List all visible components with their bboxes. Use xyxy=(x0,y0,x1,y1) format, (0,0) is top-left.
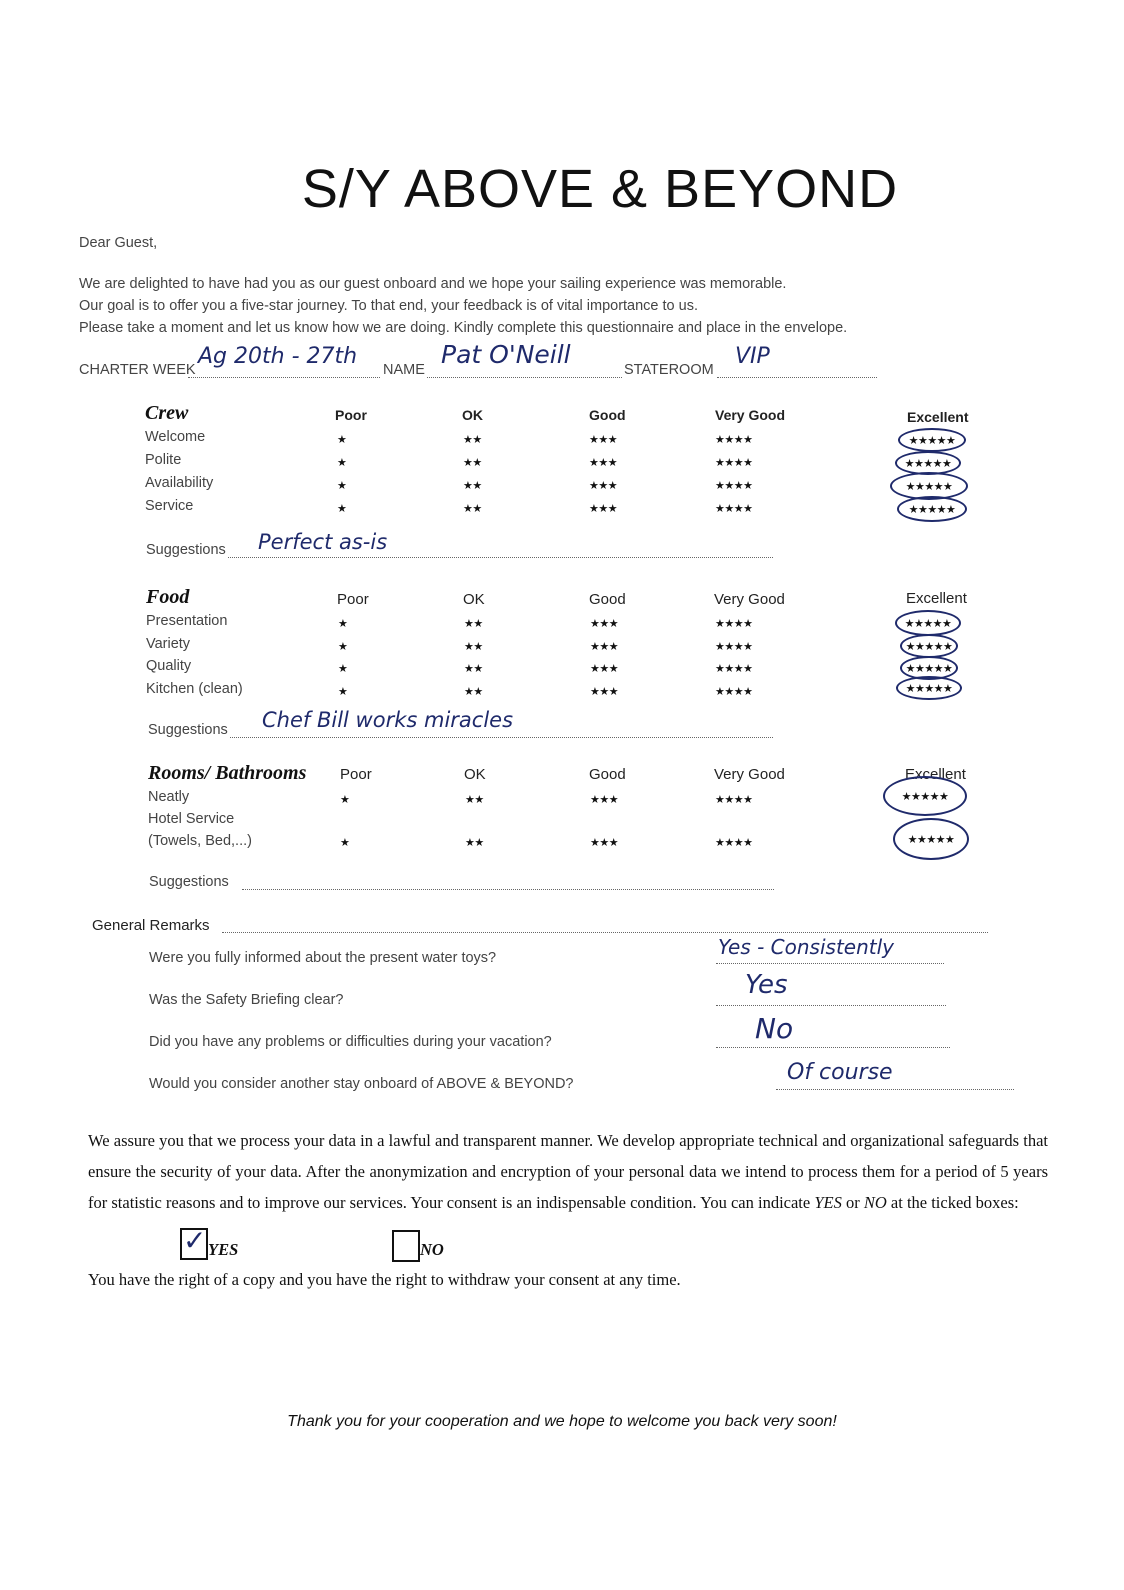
rating-excellent: ★★★★★ xyxy=(905,662,953,675)
rating-excellent-selected[interactable] xyxy=(898,428,966,452)
rating-good[interactable]: ★★★ xyxy=(590,794,619,806)
rating-excellent-selected[interactable] xyxy=(897,496,967,522)
question-safety-briefing: Was the Safety Briefing clear? xyxy=(149,992,344,1008)
col-excellent: Excellent xyxy=(906,590,967,607)
answer-water-toys[interactable]: Yes - Consistently xyxy=(718,935,895,959)
col-excellent: Excellent xyxy=(905,766,966,783)
rating-excellent-selected[interactable] xyxy=(895,610,961,636)
privacy-no-word: NO xyxy=(863,1193,887,1212)
name-label: NAME xyxy=(383,362,425,378)
suggestions-line[interactable] xyxy=(242,888,774,890)
rating-excellent: ★★★★★ xyxy=(905,480,953,493)
rating-poor[interactable]: ★ xyxy=(337,480,347,492)
col-good: Good xyxy=(589,407,626,423)
col-ok: OK xyxy=(462,407,483,423)
question-another-stay: Would you consider another stay onboard of ABOVE & BEYOND? xyxy=(149,1076,574,1092)
suggestions-line xyxy=(228,556,773,558)
rating-excellent: ★★★★★ xyxy=(908,503,956,516)
row-label-presentation: Presentation xyxy=(146,613,228,629)
rating-good[interactable]: ★★★ xyxy=(589,457,618,469)
rating-poor[interactable]: ★ xyxy=(338,663,348,675)
col-very-good: Very Good xyxy=(714,766,785,783)
rating-excellent: ★★★★★ xyxy=(905,682,953,695)
section-title-food: Food xyxy=(146,586,190,608)
suggestions-label: Suggestions xyxy=(149,874,229,890)
col-poor: Poor xyxy=(337,591,369,608)
rating-excellent-selected[interactable] xyxy=(893,818,969,860)
col-excellent: Excellent xyxy=(907,409,969,425)
charter-week-label: CHARTER WEEK xyxy=(79,362,196,378)
answer-line xyxy=(716,1004,946,1006)
rating-poor[interactable]: ★ xyxy=(337,434,347,446)
rating-poor[interactable]: ★ xyxy=(337,457,347,469)
rating-good[interactable]: ★★★ xyxy=(590,837,619,849)
consent-no-checkbox[interactable] xyxy=(392,1230,420,1262)
stateroom-value[interactable]: VIP xyxy=(735,344,770,369)
consent-no-label: NO xyxy=(420,1240,444,1259)
row-label-kitchen: Kitchen (clean) xyxy=(146,681,243,697)
form-title: S/Y ABOVE & BEYOND xyxy=(301,159,899,219)
intro-line-1: We are delighted to have had you as our guest onboard and we hope your sailing experience was memorable. xyxy=(79,276,787,292)
name-value[interactable]: Pat O'Neill xyxy=(441,340,571,369)
rating-very-good[interactable]: ★★★★ xyxy=(715,457,753,469)
charter-week-line xyxy=(188,376,380,378)
rating-ok[interactable]: ★★ xyxy=(463,480,482,492)
privacy-text: We assure you that we process your data in a lawful and transparent manner. We develop appropriate technical and organizational safeguards that ensure the security of your data. After the anonymization and encryption of your personal data we intend to process them for a period of 5 years for statistic reasons and to improve our services. Your consent is an indispensable condition. You can indicate xyxy=(88,1131,1048,1212)
rating-excellent: ★★★★★ xyxy=(908,434,956,447)
rating-very-good[interactable]: ★★★★ xyxy=(715,618,753,630)
rating-excellent: ★★★★★ xyxy=(905,640,953,653)
rating-poor[interactable]: ★ xyxy=(338,686,348,698)
question-water-toys: Were you fully informed about the present water toys? xyxy=(149,950,497,966)
rating-excellent: ★★★★★ xyxy=(904,617,952,630)
suggestions-food-value[interactable]: Chef Bill works miracles xyxy=(262,708,514,732)
rating-ok[interactable]: ★★ xyxy=(463,457,482,469)
col-very-good: Very Good xyxy=(714,591,785,608)
suggestions-crew-value[interactable]: Perfect as-is xyxy=(258,530,388,554)
col-ok: OK xyxy=(463,591,485,608)
greeting: Dear Guest, xyxy=(79,235,158,251)
rating-poor[interactable]: ★ xyxy=(340,794,350,806)
rating-very-good[interactable]: ★★★★ xyxy=(715,641,753,653)
rights-statement: You have the right of a copy and you have the right to withdraw your consent at any time. xyxy=(88,1270,681,1289)
rating-good[interactable]: ★★★ xyxy=(589,480,618,492)
rating-ok[interactable]: ★★ xyxy=(463,503,482,515)
row-label-welcome: Welcome xyxy=(145,429,206,445)
stateroom-line xyxy=(717,376,877,378)
row-label-quality: Quality xyxy=(146,658,192,674)
rating-poor[interactable]: ★ xyxy=(338,618,348,630)
rating-ok[interactable]: ★★ xyxy=(464,641,483,653)
rating-good[interactable]: ★★★ xyxy=(590,641,619,653)
answer-problems[interactable]: No xyxy=(755,1012,794,1045)
col-poor: Poor xyxy=(340,766,372,783)
row-label-towels-bed: (Towels, Bed,...) xyxy=(148,833,252,849)
rating-poor[interactable]: ★ xyxy=(338,641,348,653)
section-title-rooms: Rooms/ Bathrooms xyxy=(148,762,307,784)
suggestions-label: Suggestions xyxy=(148,722,228,738)
rating-poor[interactable]: ★ xyxy=(340,837,350,849)
rating-very-good[interactable]: ★★★★ xyxy=(715,686,753,698)
row-label-service: Service xyxy=(145,498,194,514)
col-good: Good xyxy=(589,591,626,608)
answer-safety-briefing[interactable]: Yes xyxy=(745,970,788,1000)
suggestions-label: Suggestions xyxy=(146,542,226,558)
check-mark-icon: ✓ xyxy=(183,1224,207,1257)
charter-week-value[interactable]: Ag 20th - 27th xyxy=(198,344,358,369)
privacy-yes-word: YES xyxy=(814,1193,842,1212)
consent-yes-label: YES xyxy=(208,1240,239,1259)
privacy-or-word: or xyxy=(845,1193,860,1212)
col-poor: Poor xyxy=(335,407,367,423)
rating-good[interactable]: ★★★ xyxy=(589,503,618,515)
row-label-variety: Variety xyxy=(146,636,191,652)
answer-line xyxy=(776,1088,1014,1090)
rating-excellent: ★★★★★ xyxy=(901,790,949,803)
rating-poor[interactable]: ★ xyxy=(337,503,347,515)
privacy-notice xyxy=(88,1125,1048,1218)
rating-ok[interactable]: ★★ xyxy=(464,686,483,698)
rating-ok[interactable]: ★★ xyxy=(463,434,482,446)
col-very-good: Very Good xyxy=(715,407,786,423)
section-title-crew: Crew xyxy=(145,402,189,424)
rating-excellent: ★★★★★ xyxy=(904,457,952,470)
rating-very-good[interactable]: ★★★★ xyxy=(715,503,753,515)
answer-line xyxy=(716,1046,950,1048)
col-good: Good xyxy=(589,766,626,783)
rating-excellent: ★★★★★ xyxy=(907,833,955,846)
rating-very-good[interactable]: ★★★★ xyxy=(715,837,753,849)
rating-good[interactable]: ★★★ xyxy=(590,663,619,675)
intro-line-3: Please take a moment and let us know how we are doing. Kindly complete this questionnaire and place in the envelope. xyxy=(79,320,848,336)
general-remarks-line[interactable] xyxy=(222,931,988,933)
rating-excellent-selected[interactable] xyxy=(883,776,967,816)
rating-good[interactable]: ★★★ xyxy=(590,618,619,630)
rating-ok[interactable]: ★★ xyxy=(464,618,483,630)
rating-good[interactable]: ★★★ xyxy=(589,434,618,446)
rating-very-good[interactable]: ★★★★ xyxy=(715,434,753,446)
rating-very-good[interactable]: ★★★★ xyxy=(715,663,753,675)
rating-ok[interactable]: ★★ xyxy=(465,794,484,806)
question-problems: Did you have any problems or difficulties during your vacation? xyxy=(149,1034,552,1050)
rating-ok[interactable]: ★★ xyxy=(464,663,483,675)
row-label-neatly: Neatly xyxy=(148,789,190,805)
rating-excellent-selected[interactable] xyxy=(896,676,962,700)
rating-very-good[interactable]: ★★★★ xyxy=(715,794,753,806)
rating-good[interactable]: ★★★ xyxy=(590,686,619,698)
col-ok: OK xyxy=(464,766,486,783)
intro-line-2: Our goal is to offer you a five-star journey. To that end, your feedback is of vital importance to us. xyxy=(79,298,698,314)
answer-line xyxy=(716,962,944,964)
name-line xyxy=(427,376,622,378)
row-label-availability: Availability xyxy=(145,475,214,491)
privacy-tail: at the ticked boxes: xyxy=(890,1193,1019,1212)
general-remarks-label: General Remarks xyxy=(92,917,210,934)
row-label-polite: Polite xyxy=(145,452,182,468)
stateroom-label: STATEROOM xyxy=(624,362,714,378)
thank-you-note: Thank you for your cooperation and we hope to welcome you back very soon! xyxy=(287,1413,837,1430)
rating-very-good[interactable]: ★★★★ xyxy=(715,480,753,492)
suggestions-line xyxy=(230,736,773,738)
rating-excellent-selected[interactable] xyxy=(900,634,958,658)
row-label-hotel-service: Hotel Service xyxy=(148,811,235,827)
answer-another-stay[interactable]: Of course xyxy=(787,1060,893,1085)
rating-ok[interactable]: ★★ xyxy=(465,837,484,849)
